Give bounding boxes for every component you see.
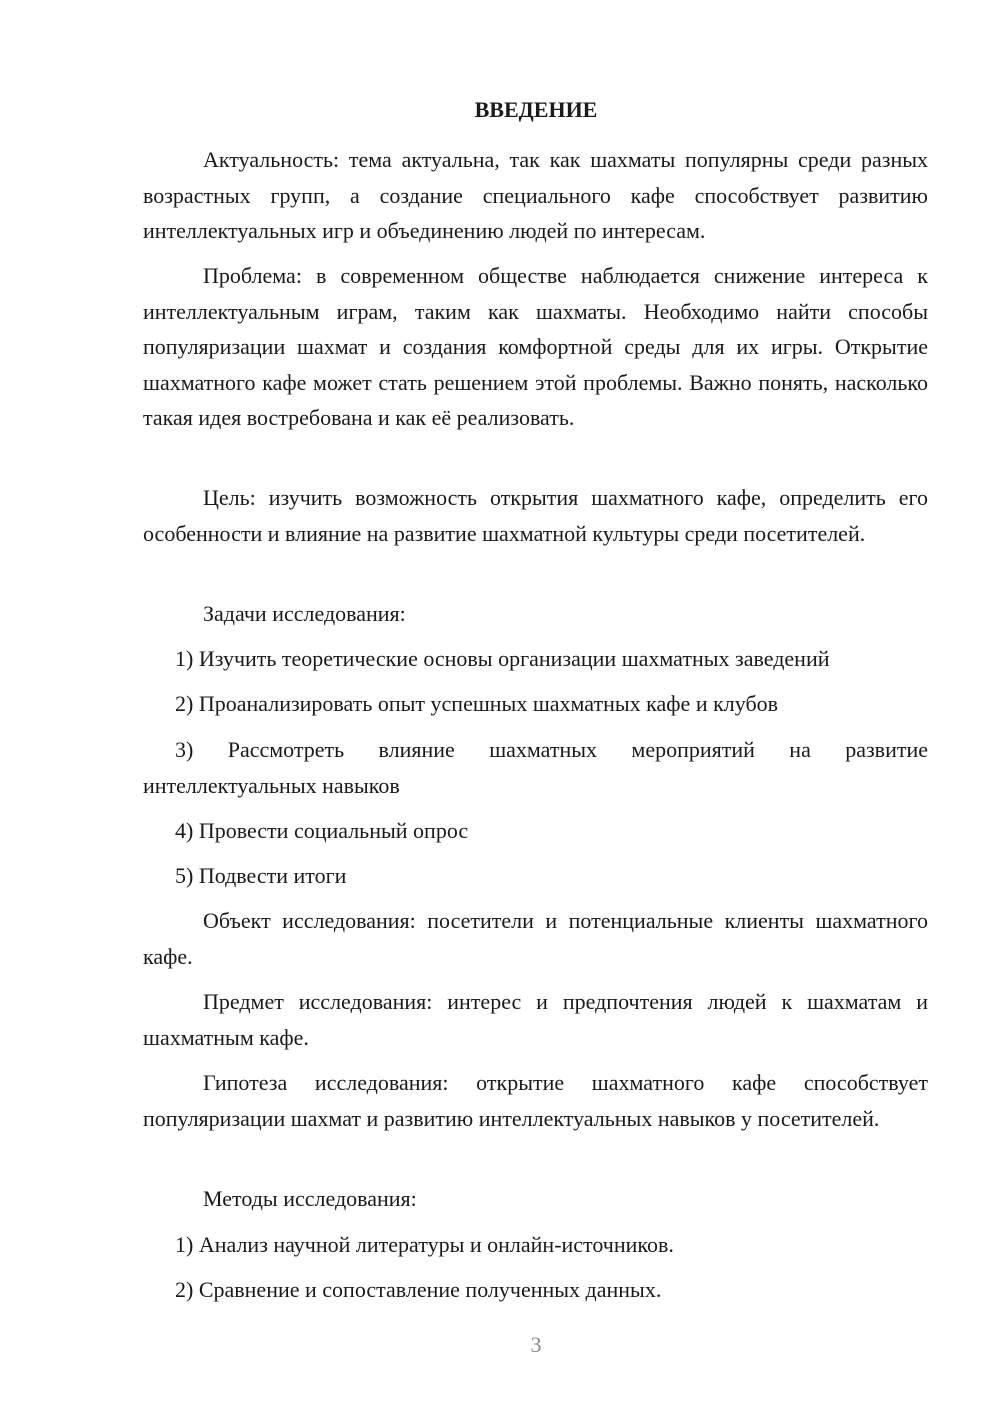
page-number: 3	[530, 1332, 542, 1357]
task-item: 1) Изучить теоретические основы организации шахматных заведений	[175, 646, 830, 671]
tasks-heading: Задачи исследования:	[203, 601, 406, 626]
task-item: 3) Рассмотреть влияние шахматных мероприятий на развитие интеллектуальных навыков	[143, 737, 928, 798]
paragraph-subject: Предмет исследования: интерес и предпочтения людей к шахматам и шахматным кафе.	[143, 989, 928, 1050]
task-item: 5) Подвести итоги	[175, 863, 347, 888]
paragraph-relevance: Актуальность: тема актуальна, так как шахматы популярны среди разных возрастных групп, а создание специального кафе способствует развитию интеллектуальных игр и объединению людей по интересам.	[143, 147, 928, 243]
method-item: 2) Сравнение и сопоставление полученных данных.	[175, 1277, 662, 1302]
task-item: 4) Провести социальный опрос	[175, 818, 469, 843]
paragraph-goal: Цель: изучить возможность открытия шахматного кафе, определить его особенности и влияние на развитие шахматной культуры среди посетителей.	[143, 485, 928, 546]
task-item: 2) Проанализировать опыт успешных шахматных кафе и клубов	[175, 691, 779, 716]
paragraph-problem: Проблема: в современном обществе наблюдается снижение интереса к интеллектуальным играм, таким как шахматы. Необходимо найти способы популяризации шахмат и создания комфортной среды для их игры. Открытие шахматного кафе может стать решением этой проблемы. Важно понять, насколько такая идея востребована и как её реализовать.	[143, 263, 928, 430]
method-item: 1) Анализ научной литературы и онлайн-источников.	[175, 1232, 674, 1257]
paragraph-object: Объект исследования: посетители и потенциальные клиенты шахматного кафе.	[143, 908, 928, 969]
page-title: ВВЕДЕНИЕ	[474, 97, 598, 122]
methods-heading: Методы исследования:	[203, 1186, 417, 1211]
paragraph-hypothesis: Гипотеза исследования: открытие шахматного кафе способствует популяризации шахмат и развитию интеллектуальных навыков у посетителей.	[143, 1070, 928, 1131]
